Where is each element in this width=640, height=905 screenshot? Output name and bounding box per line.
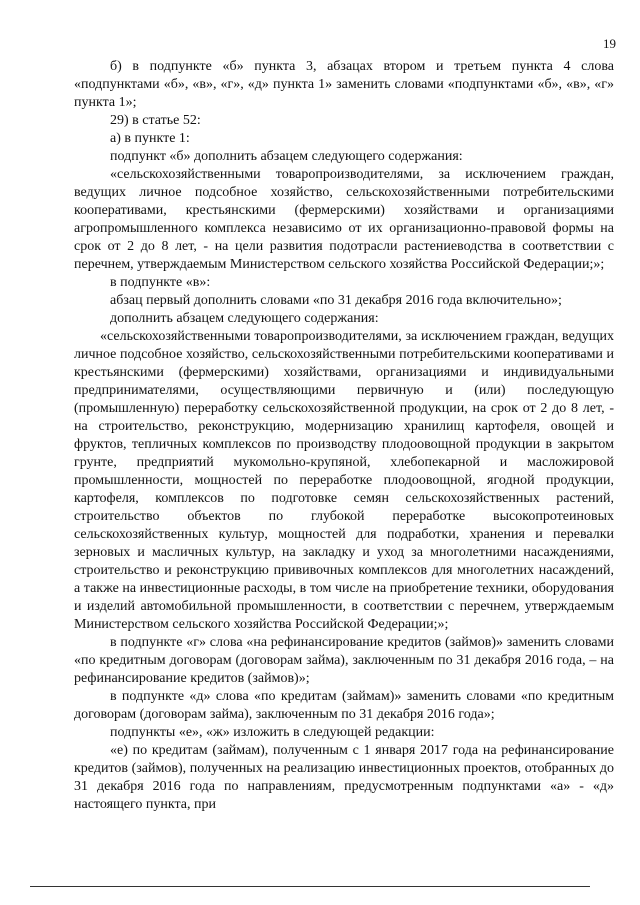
paragraph-point-1: а) в пункте 1: — [110, 131, 190, 146]
footer-divider — [30, 886, 590, 887]
paragraph-subpoint-v: в подпункте «в»: — [110, 275, 211, 290]
document-body — [74, 58, 614, 814]
paragraph-subpoint-d: в подпункте «д» слова «по кредитам (займам)» заменить словами «по кредитным договорам (договорам займа), заключенным по 31 декабря 2016 года»; — [74, 689, 614, 722]
paragraph-article-52: 29) в статье 52: — [110, 113, 201, 128]
page-number: 19 — [603, 36, 616, 51]
paragraph-first-abzac: абзац первый дополнить словами «по 31 декабря 2016 года включительно»; — [110, 293, 562, 308]
paragraph-quote-e: «е) по кредитам (займам), полученным с 1 января 2017 года на рефинансирование кредитов (займов), полученных на реализацию инвестиционных проектов, отобранных до 31 декабря 2016 года по направлениям, предусмотренным подпунктами «а» - «д» настоящего пункта, при — [74, 743, 614, 812]
paragraph-subpoint-b: б) в подпункте «б» пункта 3, абзацах втором и третьем пункта 4 слова «подпунктами «б», «в», «г», «д» пункта 1» заменить словами «подпунктами «б», «в», «г» пункта 1»; — [74, 59, 614, 110]
paragraph-quote-processing: «сельскохозяйственными товаропроизводителями, за исключением граждан, ведущих личное подсобное хозяйство, сельскохозяйственными потребительскими кооперативами и крестьянскими (фермерскими) хозяйствами, организациями и индивидуальными предпринимателями, осуществляющими первичную и (или) последующую (промышленную) переработку сельскохозяйственной продукции, на срок от 2 до 8 лет, - на строительство, реконструкцию, модернизацию хранилищ картофеля, овощей и фруктов, тепличных комплексов по производству плодоовощной продукции в закрытом грунте, предприятий мукомольно-крупяной, хлебопекарной и масложировой промышленности, мощностей по переработке плодоовощной, ягодной продукции, картофеля, комплексов по подготовке семян сельскохозяйственных растений, строительство объектов по глубокой переработке высокопротеиновых сельскохозяйственных культур, мощностей для подработки, хранения и перевалки зерновых и масличных культур, на закладку и уход за многолетними насаждениями, строительство и реконструкцию прививочных комплексов для многолетних насаждений, а также на инвестиционные расходы, в том числе на приобретение техники, оборудования и изделий автомобильной промышленности, в соответствии с перечнем, утверждаемым Министерством сельского хозяйства Российской Федерации;»; — [74, 329, 614, 632]
paragraph-subpoint-g: в подпункте «г» слова «на рефинансирование кредитов (займов)» заменить словами «по кредитным договорам (договорам займа), заключенным по 31 декабря 2016 года, – на рефинансирование кредитов (займов)»; — [74, 635, 614, 686]
paragraph-quote-crop-production: «сельскохозяйственными товаропроизводителями, за исключением граждан, ведущих личное подсобное хозяйство, сельскохозяйственными потребительскими кооперативами, крестьянскими (фермерскими) хозяйствами и организациями агропромышленного комплекса независимо от их организационно-правовой формы на срок от 2 до 8 лет, - на цели развития подотрасли растениеводства в соответствии с перечнем, утверждаемым Министерством сельского хозяйства Российской Федерации;»; — [74, 167, 614, 272]
paragraph-subpoints-e-zh: подпункты «е», «ж» изложить в следующей редакции: — [110, 725, 435, 740]
paragraph-add-abzac: дополнить абзацем следующего содержания: — [110, 311, 379, 326]
paragraph-subpoint-b-addition: подпункт «б» дополнить абзацем следующего содержания: — [110, 149, 463, 164]
